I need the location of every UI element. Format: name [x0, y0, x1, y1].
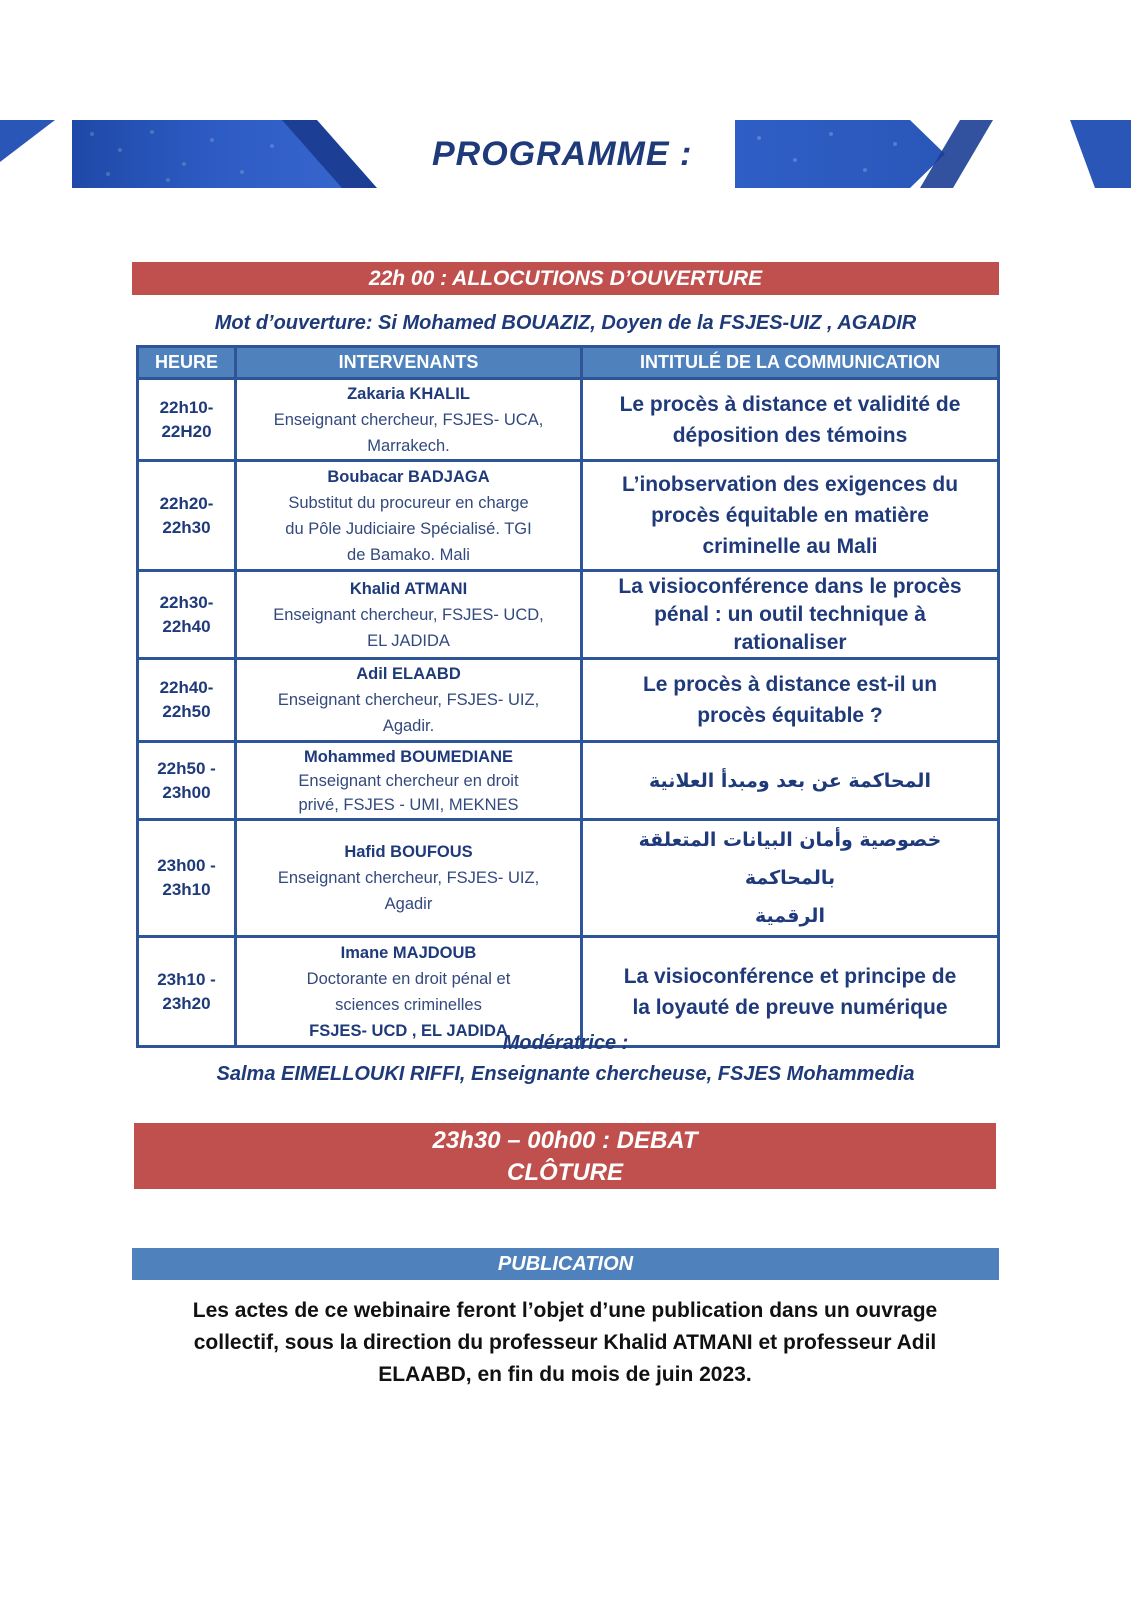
talk-title-cell — [582, 820, 999, 937]
time-end: 23h00 — [162, 782, 211, 802]
speaker-role: Agadir — [384, 895, 433, 913]
speaker-role: Enseignant chercheur, FSJES- UCD, — [273, 605, 544, 624]
speaker-name: Khalid ATMANI — [349, 579, 468, 598]
time-cell — [138, 461, 236, 571]
opening-speech: Mot d’ouverture: Si Mohamed BOUAZIZ, Doyen de la FSJES-UIZ , AGADIR — [214, 312, 917, 334]
time-start: 22h20- — [159, 493, 214, 513]
speaker-name: Adil ELAABD — [356, 665, 461, 683]
time-end: 22H20 — [161, 421, 212, 441]
moderator-label: Modératrice : — [502, 1032, 629, 1054]
opening-bar: 22h 00 : ALLOCUTIONS D’OUVERTURE — [132, 262, 999, 295]
speaker-name: Boubacar BADJAGA — [327, 467, 490, 486]
publication-bar: PUBLICATION — [132, 1248, 999, 1280]
speaker-name: Zakaria KHALIL — [347, 384, 470, 403]
talk-title: procès équitable ? — [697, 704, 883, 727]
speaker-role: sciences criminelles — [335, 995, 482, 1014]
column-header-speakers: INTERVENANTS — [236, 347, 582, 379]
speaker-role: Doctorante en droit pénal et — [306, 969, 511, 988]
talk-title: الرقمية — [755, 905, 825, 927]
talk-title: المحاكمة عن بعد ومبدأ العلانية — [649, 769, 931, 792]
speaker-role: Marrakech. — [367, 436, 450, 455]
time-end: 22h30 — [162, 517, 211, 537]
time-end: 22h50 — [162, 702, 211, 721]
table-row — [138, 379, 999, 461]
time-end: 23h10 — [162, 880, 211, 899]
debate-line: 23h30 – 00h00 : DEBAT — [432, 1127, 698, 1154]
page-title: PROGRAMME : — [432, 135, 693, 173]
talk-title: criminelle au Mali — [702, 535, 878, 558]
publication-line: collectif, sous la direction du professeur Khalid ATMANI et professeur Adil — [193, 1331, 937, 1354]
time-cell — [138, 571, 236, 659]
moderator-name: Salma EIMELLOUKI RIFFI, Enseignante chercheuse, FSJES Mohammedia — [216, 1063, 915, 1085]
publication-line: ELAABD, en fin du mois de juin 2023. — [378, 1363, 752, 1386]
talk-title: Le procès à distance et validité de — [619, 392, 961, 416]
decorative-band-right — [735, 120, 1131, 188]
speaker-role: FSJES- UCD , EL JADIDA — [309, 1021, 508, 1040]
talk-title-cell — [582, 461, 999, 571]
speaker-cell — [236, 937, 582, 1047]
talk-title: خصوصية وأمان البيانات المتعلقة بالمحاكمة — [638, 829, 942, 889]
table-row — [138, 742, 999, 820]
time-start: 22h50 - — [157, 758, 216, 778]
talk-title: procès équitable en matière — [651, 504, 929, 527]
speaker-role: Enseignant chercheur en droit — [298, 771, 519, 790]
publication-line: Les actes de ce webinaire feront l’objet d’une publication dans un ouvrage — [192, 1299, 938, 1322]
speaker-role: Enseignant chercheur, FSJES- UCA, — [273, 410, 544, 429]
table-row — [138, 461, 999, 571]
table-row — [138, 937, 999, 1047]
speaker-cell — [236, 461, 582, 571]
talk-title: la loyauté de preuve numérique — [632, 995, 948, 1019]
column-header-title: INTITULÉ DE LA COMMUNICATION — [582, 347, 999, 379]
time-start: 23h00 - — [157, 856, 216, 875]
time-end: 22h40 — [162, 616, 211, 636]
table-row — [138, 571, 999, 659]
speaker-role: de Bamako. Mali — [347, 545, 470, 564]
talk-title: déposition des témoins — [672, 423, 908, 447]
publication-text — [140, 1295, 990, 1391]
talk-title: rationaliser — [733, 630, 847, 654]
speaker-cell — [236, 820, 582, 937]
speaker-name: Imane MAJDOUB — [340, 943, 477, 962]
debate-closing-bar — [134, 1123, 996, 1189]
time-cell — [138, 379, 236, 461]
time-cell — [138, 659, 236, 742]
time-end: 23h20 — [162, 993, 211, 1013]
speaker-cell — [236, 379, 582, 461]
talk-title: pénal : un outil technique à — [654, 602, 926, 626]
speaker-role: Agadir. — [382, 717, 435, 735]
column-header-time: HEURE — [138, 347, 236, 379]
speaker-cell — [236, 659, 582, 742]
talk-title-cell — [582, 659, 999, 742]
talk-title-cell — [582, 937, 999, 1047]
talk-title: La visioconférence dans le procès — [618, 574, 962, 598]
speaker-role: du Pôle Judiciaire Spécialisé. TGI — [285, 519, 532, 538]
speaker-role: EL JADIDA — [367, 631, 450, 650]
talk-title: Le procès à distance est-il un — [642, 673, 938, 696]
talk-title-cell — [582, 571, 999, 659]
talk-title-cell — [582, 742, 999, 820]
table-row — [138, 659, 999, 742]
decorative-band-left — [72, 120, 402, 188]
speaker-role: Substitut du procureur en charge — [288, 493, 529, 512]
talk-title: La visioconférence et principe de — [623, 964, 957, 988]
program-table — [136, 345, 1000, 1048]
speaker-cell — [236, 742, 582, 820]
time-start: 22h10- — [159, 397, 214, 417]
speaker-name: Hafid BOUFOUS — [344, 843, 473, 861]
speaker-role: Enseignant chercheur, FSJES- UIZ, — [277, 869, 540, 887]
talk-title-cell — [582, 379, 999, 461]
time-cell — [138, 742, 236, 820]
time-start: 22h40- — [159, 678, 214, 697]
time-start: 22h30- — [159, 592, 214, 612]
talk-title: L’inobservation des exigences du — [621, 473, 959, 496]
speaker-name: Mohammed BOUMEDIANE — [303, 747, 513, 766]
time-cell — [138, 820, 236, 937]
closing-line: CLÔTURE — [507, 1159, 623, 1186]
time-cell — [138, 937, 236, 1047]
speaker-role: privé, FSJES - UMI, MEKNES — [298, 795, 519, 814]
table-header-row — [138, 347, 999, 379]
speaker-cell — [236, 571, 582, 659]
decorative-triangle — [0, 120, 55, 162]
time-start: 23h10 - — [157, 969, 216, 989]
speaker-role: Enseignant chercheur, FSJES- UIZ, — [277, 691, 540, 709]
table-row — [138, 820, 999, 937]
